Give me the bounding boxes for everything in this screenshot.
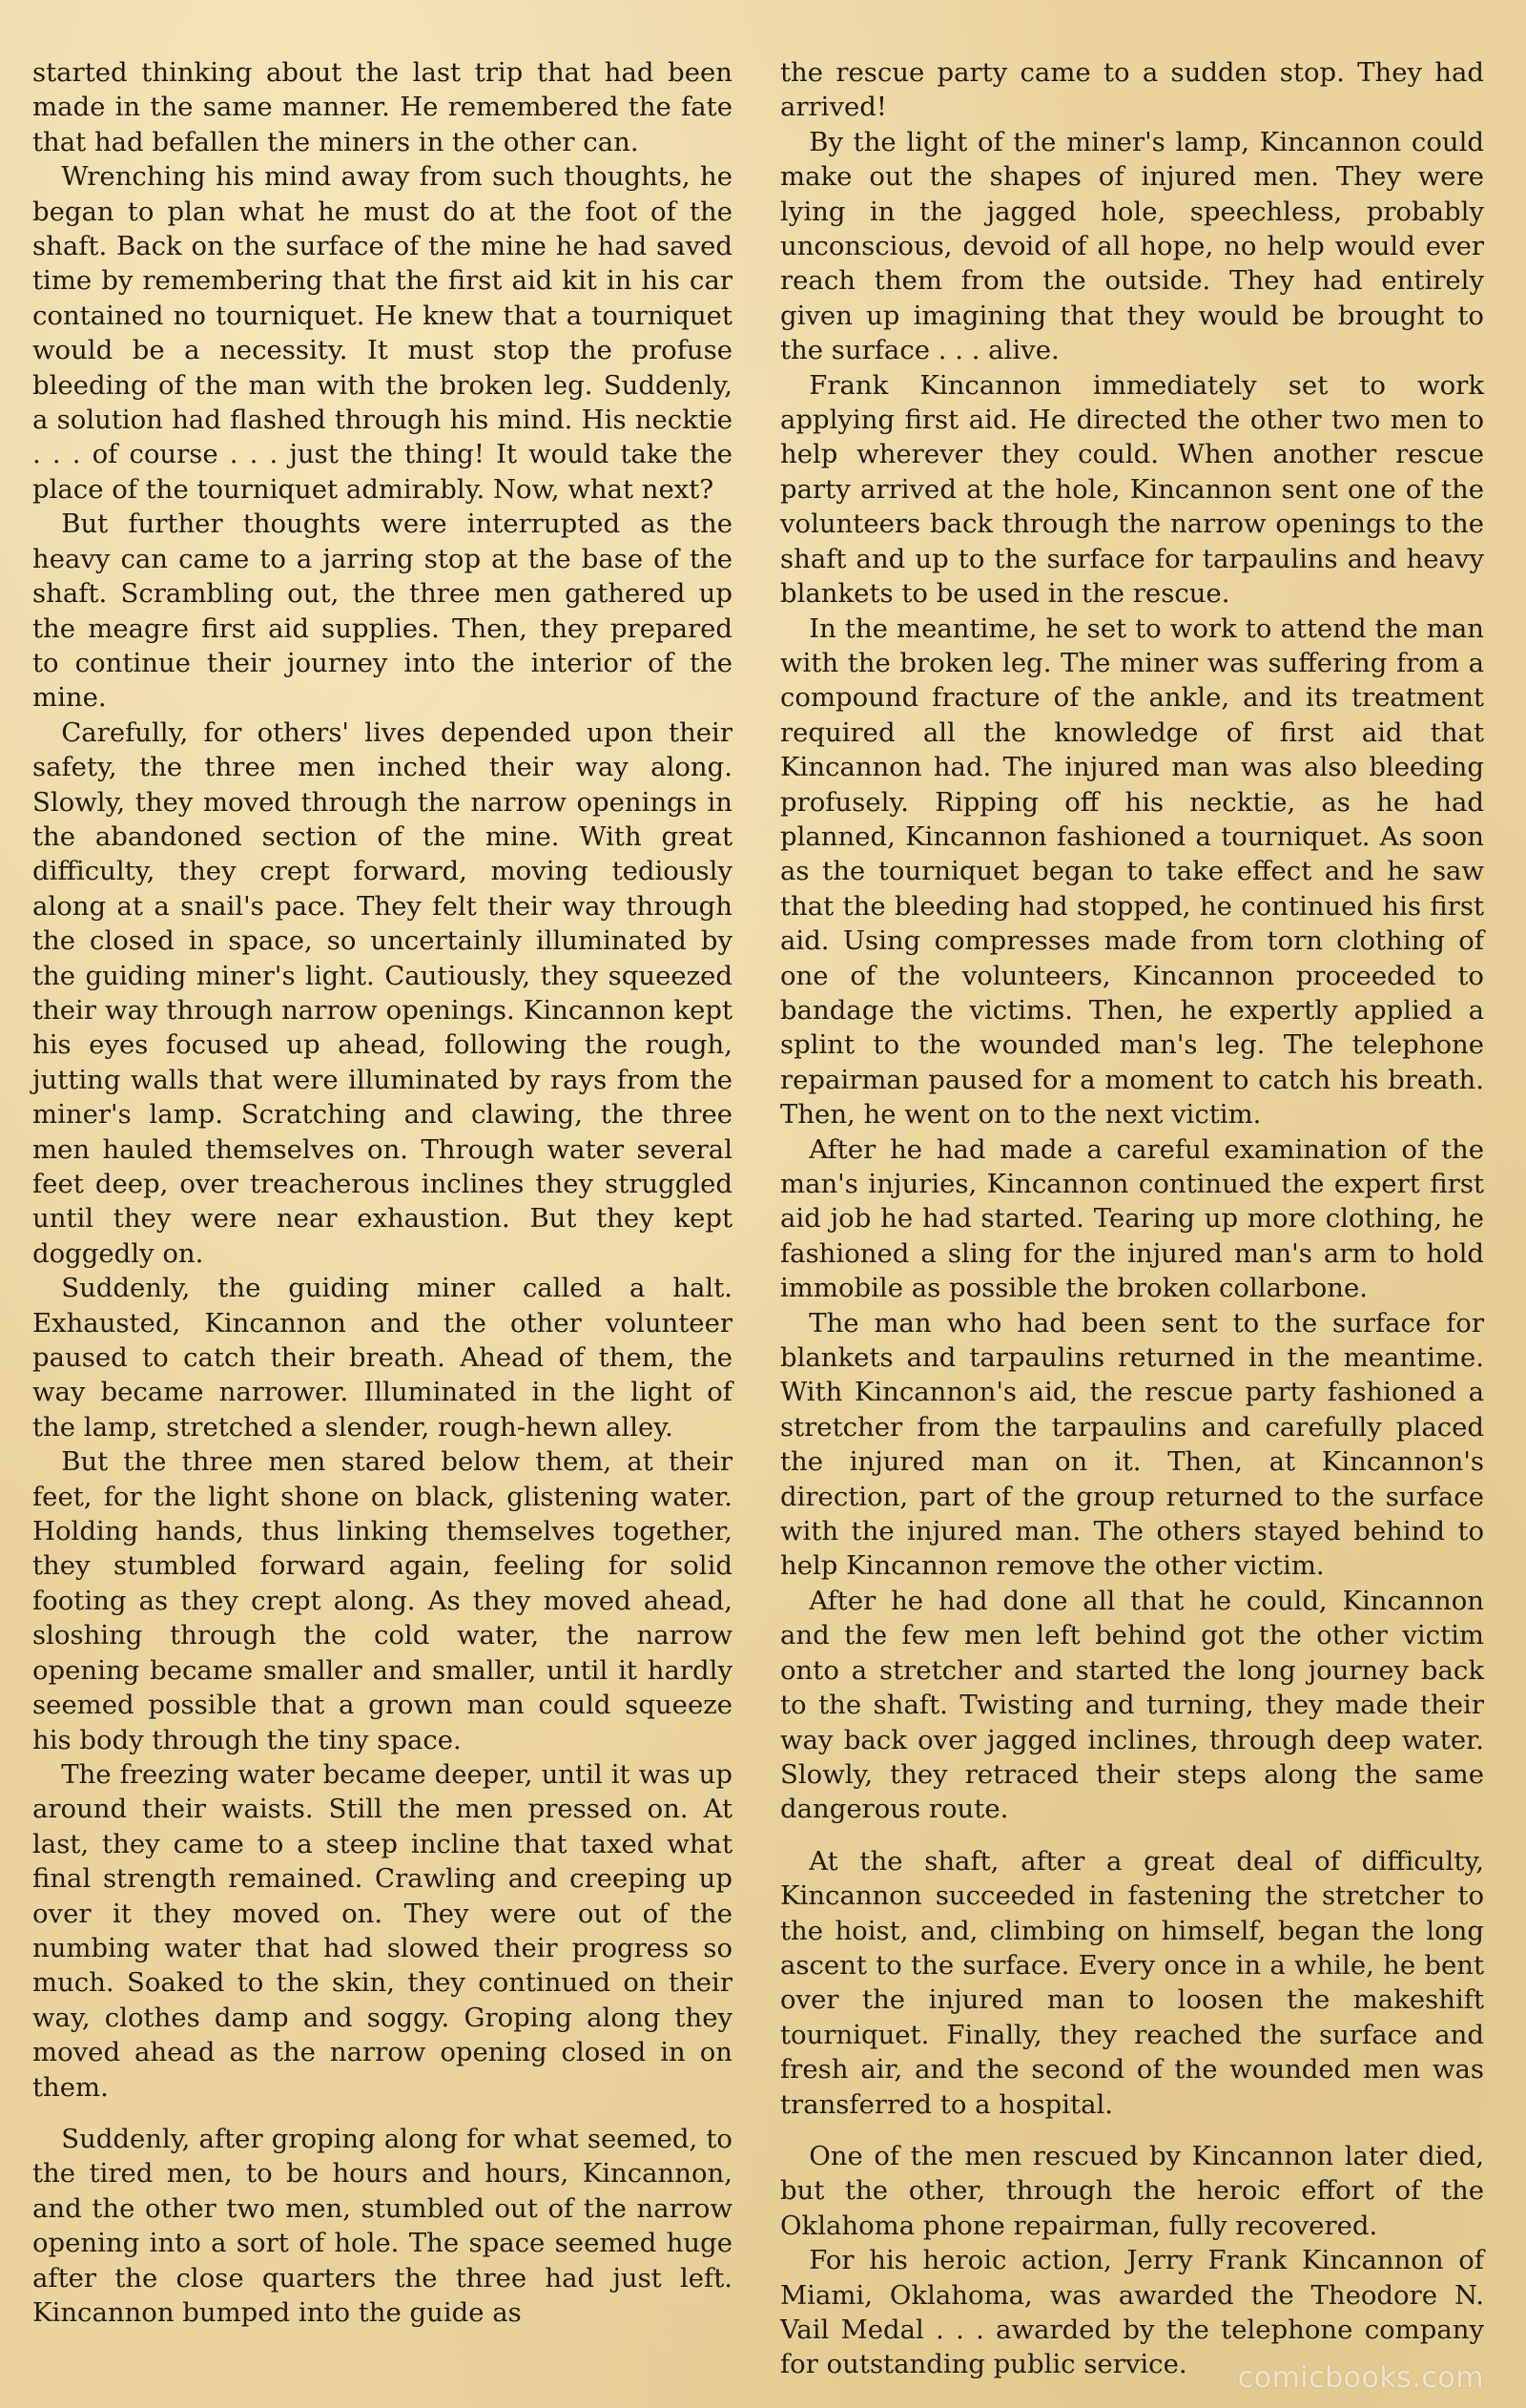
paragraph: Frank Kincannon immediately set to work applying first aid. He directed the other two men to help wherever they could. When another rescue party arrived at the hole, Kincannon sent one of the volunteers back through the narrow openings to the shaft and up to the surface for tarpaulins and heavy blankets to be used in the rescue. xyxy=(780,369,1484,610)
paragraph: For his heroic action, Jerry Frank Kincannon of Miami, Oklahoma, was awarded the Theodore N. Vail Medal . . . awarded by the telephone company for outstanding public service. xyxy=(780,2245,1484,2380)
paragraph: By the light of the miner's lamp, Kincannon could make out the shapes of injured men. They were lying in the jagged hole, speechless, probably unconscious, devoid of all hope, no help would ever reach them from the outside. They had entirely given up imagining that they would be brought to the surface . . . alive. xyxy=(780,126,1484,366)
paragraph: In the meantime, he set to work to attend the man with the broken leg. The miner was suffering from a compound fracture of the ankle, and its treatment required all the knowledge of first aid that Kincannon had. The injured man was also bleeding profusely. Ripping off his necktie, as he had planned, Kincannon fashioned a tourniquet. As soon as the tourniquet began to take effect and he saw that the bleeding had stopped, he continued his first aid. Using compresses made from torn clothing of one of the volunteers, Kincannon proceeded to bandage the victims. Then, he expertly applied a splint to the wounded man's leg. The telephone repairman paused for a moment to catch his breath. Then, he went on to the next victim. xyxy=(780,612,1484,1131)
paragraph: After he had made a careful examination of the man's injuries, Kincannon continued the expert first aid job he had started. Tearing up more clothing, he fashioned a sling for the injured man's arm to hold immobile as possible the broken collarbone. xyxy=(780,1133,1484,1304)
paragraph: The man who had been sent to the surface for blankets and tarpaulins returned in the meantime. With Kincannon's aid, the rescue party fashioned a stretcher from the tarpaulins and carefully placed the injured man on it. Then, at Kincannon's direction, part of the group returned to the surface with the injured man. The others stayed behind to help Kincannon remove the other victim. xyxy=(780,1307,1484,1582)
watermark: comicbooks.com xyxy=(1237,2361,1484,2395)
paragraph: One of the men rescued by Kincannon later died, but the other, through the heroic effort of the Oklahoma phone repairman, fully recovered. xyxy=(780,2140,1484,2241)
paragraph: But the three men stared below them, at their feet, for the light shone on black, glistening water. Holding hands, thus linking themselves together, they stumbled forward again, feeling for solid footing as they crept along. As they moved ahead, sloshing through the cold water, the narrow opening became smaller and smaller, until it hardly seemed possible that a grown man could squeeze his body through the tiny space. xyxy=(32,1446,732,1755)
paragraph: Carefully, for others' lives depended upon their safety, the three men inched their way along. Slowly, they moved through the narrow openings in the abandoned section of the mine. With great difficulty, they crept forward, moving tediously along at a snail's pace. They felt their way through the closed in space, so uncertainly illuminated by the guiding miner's light. Cautiously, they squeezed their way through narrow openings. Kincannon kept his eyes focused up ahead, following the rough, jutting walls that were illuminated by rays from the miner's lamp. Scratching and clawing, the three men hauled themselves on. Through water several feet deep, over treacherous inclines they struggled until they were near exhaustion. But they kept doggedly on. xyxy=(32,716,732,1269)
paragraph: Wrenching his mind away from such thoughts, he began to plan what he must do at the foot of the shaft. Back on the surface of the mine he had saved time by remembering that the first aid kit in his car contained no tourniquet. He knew that a tourniquet would be a necessity. It must stop the profuse bleeding of the man with the broken leg. Suddenly, a solution had flashed through his mind. His necktie . . . of course . . . just the thing! It would take the place of the tourniquet admirably. Now, what next? xyxy=(32,161,732,505)
paragraph: Suddenly, the guiding miner called a halt. Exhausted, Kincannon and the other volunteer paused to catch their breath. Ahead of them, the way became narrower. Illuminated in the light of the lamp, stretched a slender, rough-hewn alley. xyxy=(32,1273,732,1443)
paragraph: Suddenly, after groping along for what seemed, to the tired men, to be hours and hours, Kincannon, and the other two men, stumbled out of the narrow opening into a sort of hole. The space seemed huge after the close quarters the three had just left. Kincannon bumped into the guide as xyxy=(32,2123,732,2328)
paragraph: After he had done all that he could, Kincannon and the few men left behind got the other victim onto a stretcher and started the long journey back to the shaft. Twisting and turning, they made their way back over jagged inclines, through deep water. Slowly, they retraced their steps along the same dangerous route. xyxy=(780,1585,1484,1825)
paragraph: At the shaft, after a great deal of difficulty, Kincannon succeeded in fastening the stretcher to the hoist, and, climbing on himself, began the long ascent to the surface. Every once in a while, he bent over the injured man to loosen the makeshift tourniquet. Finally, they reached the surface and fresh air, and the second of the wounded men was transferred to a hospital. xyxy=(780,1845,1484,2120)
paragraph: But further thoughts were interrupted as the heavy can came to a jarring stop at the base of the shaft. Scrambling out, the three men gathered up the meagre first aid supplies. Then, they prepared to continue their journey into the interior of the mine. xyxy=(32,509,732,714)
paragraph: The freezing water became deeper, until it was up around their waists. Still the men pressed on. At last, they came to a steep incline that taxed what final strength remained. Crawling and creeping up over it they moved on. They were out of the numbing water that had slowed their progress so much. Soaked to the skin, they continued on their way, clothes damp and soggy. Groping along they moved ahead as the narrow opening closed in on them. xyxy=(32,1758,732,2103)
left-text-column xyxy=(32,55,732,2330)
right-text-column xyxy=(780,55,1484,2382)
paragraph: the rescue party came to a sudden stop. They had arrived! xyxy=(780,57,1484,123)
paragraph: started thinking about the last trip that had been made in the same manner. He remembered the fate that had befallen the miners in the other can. xyxy=(32,57,732,157)
